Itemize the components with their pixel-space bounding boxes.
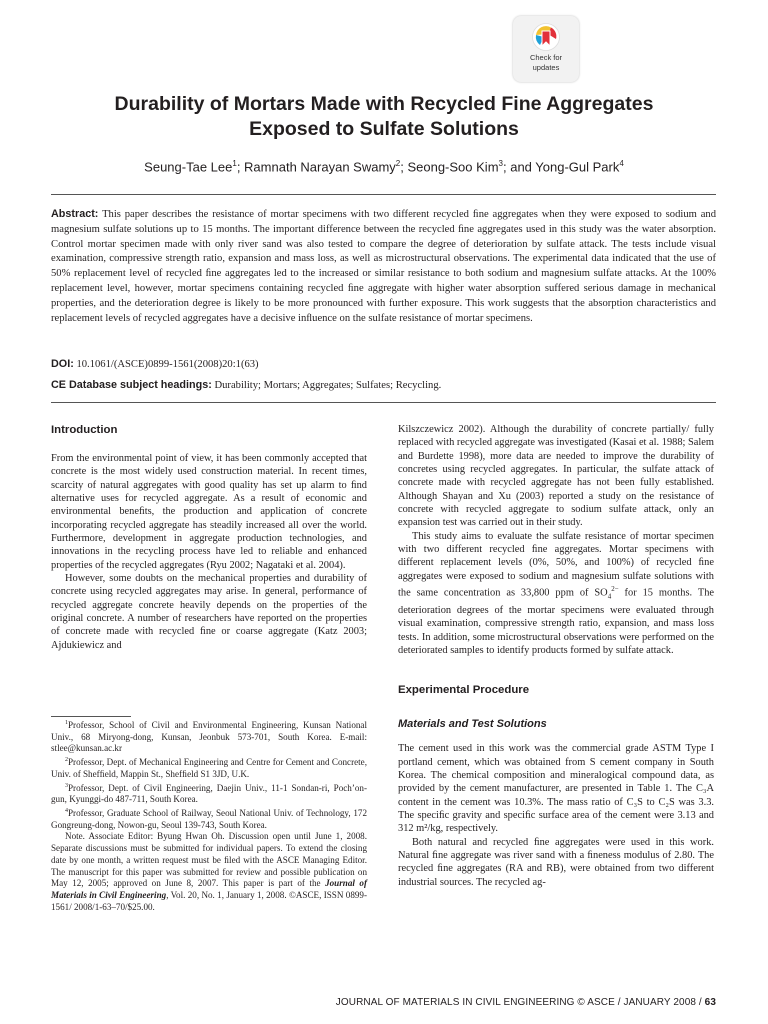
footnote-1 — [51, 718, 367, 755]
body-paragraph-3: The cement used in this work was the commercial grade ASTM Type I portland cement, which was obtained from S cement company in South Korea. The chemical composition and mineralogical compound data, as provided by the cement manufacturer, are presented in Table 1. The C₃A content in the cement was 10.3%. The mass ratio of C₃S to C₂S was 3.3. The speciﬁc gravity and speciﬁc surface area of the cement were 3.13 and 312 m²/kg, respectively. — [398, 743, 714, 835]
page-number: 63 — [704, 997, 716, 1008]
intro-paragraph-2: However, some doubts on the mechanical properties and durability of concrete using recycled aggregates may arise. In general, performance of recycled aggregate concrete heavily depends on the properties of the original concrete. A number of researchers have reported on the properties of concrete made with recycled ﬁne or coarse aggregate (Katz 2003; Ajdukiewicz and — [51, 573, 367, 651]
author-name: Ramnath Narayan Swamy — [244, 159, 396, 175]
page-footer — [336, 997, 716, 1008]
title-line-1: Durability of Mortars Made with Recycled Fine Aggregates — [114, 93, 654, 115]
body-paragraph-4: Both natural and recycled ﬁne aggregates were used in this work. Natural ﬁne aggregate was river sand with a ﬁneness modulus of 2.80. The recycled ﬁne aggregates (RA and RB), were obtained from two different industrial sources. The recycled ag- — [398, 836, 714, 888]
subscript: 4 — [607, 592, 612, 601]
materials-heading: Materials and Test Solutions — [398, 718, 547, 731]
author-affiliation-mark: 2 — [395, 159, 401, 168]
abstract-text: This paper describes the resistance of mortar specimens with two different recycled ﬁne aggregates when they were exposed to sodium and magnesium sulfate solutions up to 15 months. The important difference between the recycled ﬁne aggregates used in this study was the water absorption. Control mortar specimen made with only river sand was also tested to compare the degree of deterioration by sulfate attack. The tests include visual examination, compressive strength ratio, expansion and mass loss, as well as microstructural observations. The experimental data indicated that the use of 50% replacement level of recycled ﬁne aggregates led to the increased or similar resistance to both sodium and magnesium sulfate attacks. At the 100% replacement level, however, mortar specimens containing recycled ﬁne aggregate with higher water absorption suffered serious damage in mechanical properties, and the deterioration degree is likely to be more pronounced with further exposure. This work suggests that the absorption characteristics and replacement levels of recycled aggregates have a decisive inﬂuence on the sulfate resistance of mortar specimens. — [51, 209, 716, 324]
footnote-text: Professor, Dept. of Mechanical Engineering and Centre for Cement and Concrete, Univ. of Shefﬁeld, Mappin St., Shefﬁeld S1 3JD, U.K. — [51, 757, 367, 779]
author-separator: ; — [400, 159, 408, 175]
journal-name: Journal of Materials in Civil Engineering — [51, 878, 368, 900]
paper-title — [40, 92, 728, 142]
doi-line — [51, 357, 716, 372]
paragraph-text-end: for 15 months. The deterioration degrees of the mortar specimens were evaluated through visual examination, compressive strength ratio, expansion, and mass loss tests. In addition, some microstructural observations were performed on the deteriorated samples to identify products formed by sulfate attack. — [398, 587, 714, 657]
subject-headings-label: CE Database subject headings: — [51, 379, 212, 391]
badge-line-2: updates — [532, 63, 560, 72]
superscript: 2− — [611, 585, 619, 594]
author-name: Seong-Soo Kim — [407, 159, 499, 175]
title-line-2: Exposed to Sulfate Solutions — [249, 118, 519, 140]
author-list — [40, 155, 728, 176]
author-affiliation-mark: 4 — [619, 159, 624, 168]
footnote-rule — [51, 716, 131, 717]
footnote-mark: 2 — [65, 757, 68, 764]
footnotes — [51, 718, 367, 913]
body-paragraph-1: Kilszczewicz 2002). Although the durability of concrete partially/ fully replaced with recycled aggregate was investigated (Kasai et al. 1988; Salem and Burdette 1998), more data are needed to improve the durability of concretes using recycled aggregates. In particular, the sulfate attack of concrete made with recycled aggregate has not been fully established. Although Shayan and Xu (2003) reported a study on the resistance of concrete with recycled aggregate to sodium sulfate attack, only an expansion test was carried out in their study. — [398, 424, 714, 529]
experimental-procedure-heading: Experimental Procedure — [398, 684, 530, 697]
footnote-text: Professor, Dept. of Civil Engineering, Daejin Univ., 11-1 Sondan-ri, Poch’on-gun, Kyunggi-do 487-711, South Korea. — [51, 782, 367, 805]
author-affiliation-mark: 3 — [498, 159, 503, 168]
subject-headings-value: Durability; Mortars; Aggregates; Sulfates; Recycling. — [214, 380, 442, 391]
footnote-text: Professor, Graduate School of Railway, Seoul National Univ. of Technology, 172 Gongreung-dong, Nowon-gu, Seoul 139-743, South Korea. — [51, 808, 367, 830]
abstract — [51, 207, 716, 326]
footer-journal: JOURNAL OF MATERIALS IN CIVIL ENGINEERING © ASCE / JANUARY 2008 / — [335, 997, 705, 1008]
abstract-divider — [51, 402, 716, 403]
footnote-mark: 1 — [65, 720, 68, 726]
footnote-3 — [51, 781, 367, 806]
doi-value[interactable]: 10.1061/(ASCE)0899-1561(2008)20:1(63) — [76, 359, 259, 370]
footnote-text: Professor, School of Civil and Environmental Engineering, Kunsan National Univ., 68 Miryong-dong, Kunsan, Jeonbuk 573-701, South Korea. E-mail: stlee@kunsan.ac.kr — [51, 720, 367, 754]
bookmark-logo-icon — [531, 22, 561, 52]
introduction-heading: Introduction — [51, 424, 118, 436]
author-separator: ; and — [502, 159, 536, 175]
badge-line-1: Check for — [529, 53, 563, 62]
footnote-mark: 4 — [65, 808, 68, 815]
doi-label: DOI: — [51, 358, 74, 370]
paragraph-text: This study aims to evaluate the sulfate resistance of mortar specimen with two different recycled ﬁne aggregates. Mortar specimens with different replacement levels (0%, 50%, and 100%) of recycled ﬁne aggregates were exposed to sodium and magnesium sulfate solutions with the same concentration as 33,800 ppm of SO — [398, 530, 714, 599]
footnote-2 — [51, 755, 367, 780]
subject-headings — [51, 378, 716, 393]
top-divider — [51, 194, 716, 195]
left-column — [51, 423, 367, 652]
footnote-mark: 3 — [65, 782, 68, 789]
body-paragraph-2 — [398, 530, 714, 658]
editorial-note — [51, 831, 367, 913]
author-name: Seung-Tae Lee — [144, 159, 233, 175]
author-affiliation-mark: 1 — [232, 159, 237, 168]
note-text: Note. Associate Editor: Byung Hwan Oh. Discussion open until June 1, 2008. Separate discussions must be submitted for individual papers. To extend the closing date by one month, a written request must be ﬁled with the ASCE Managing Editor. The manuscript for this paper was submitted for review and possible publication on May 12, 2005; approved on June 8, 2007. This paper is part of the — [51, 831, 367, 889]
abstract-label: Abstract: — [51, 208, 99, 220]
note-text-end: , Vol. 20, No. 1, January 1, 2008. ©ASCE, ISSN 0899-1561/ 2008/1-63–70/$25.00. — [51, 889, 367, 912]
author-separator: ; — [236, 159, 245, 175]
footnote-4 — [51, 806, 367, 831]
author-name: Yong-Gul Park — [535, 159, 620, 175]
right-column — [398, 423, 714, 889]
intro-paragraph-1: From the environmental point of view, it has been commonly accepted that concrete is the most widely used construction material. In recent times, scarcity of natural aggregates with good quality has set up alarm to ﬁnd alternative uses for recycled aggregate. As a result of economic and environmental beneﬁts, the production and application of concrete incorporating recycled aggregate has steadily increased all over the world. Furthermore, development in aggregate production technologies, and innovations in the recycling process have led to reliable and enhanced properties of the recycled aggregates (Ryu 2002; Nagataki et al. 2004). — [51, 453, 367, 571]
check-for-updates-badge[interactable] — [513, 16, 579, 82]
